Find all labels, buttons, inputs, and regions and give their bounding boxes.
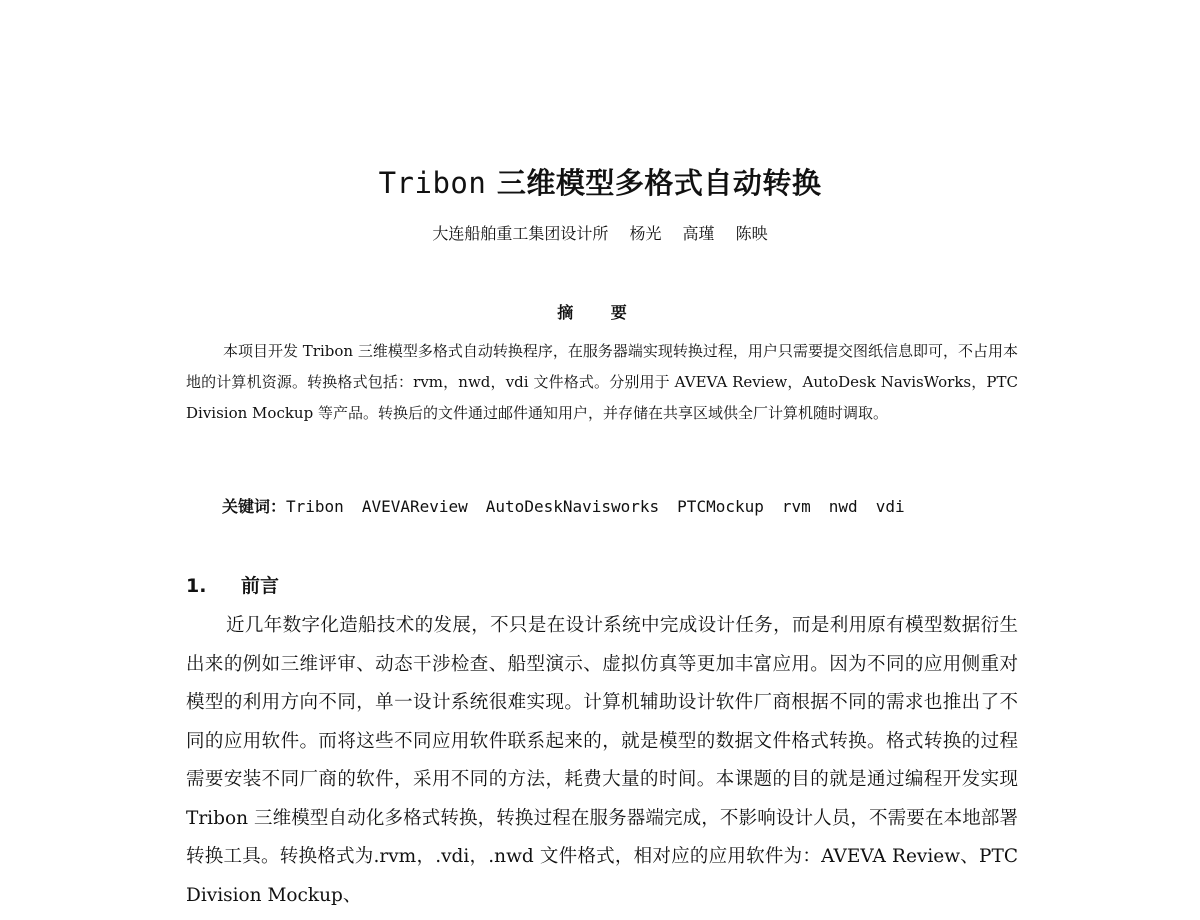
section-heading [186,572,279,600]
title-latin: Tribon [378,166,487,200]
section-number: 1. [186,575,207,597]
title-chinese: 三维模型多格式自动转换 [486,166,822,200]
abstract-text: 本项目开发 Tribon 三维模型多格式自动转换程序，在服务器端实现转换过程，用户只需要提交图纸信息即可，不占用本地的计算机资源。转换格式包括：rvm，nwd，vdi 文件格式。分别用于 AVEVA Review，AutoDesk NavisWorks，PTC Division Mockup 等产品。转换后的文件通过邮件通知用户，并存储在共享区域供全厂计算机随时调取。 [186,342,1018,422]
keyword: Tribon [286,497,344,516]
section-title: 前言 [241,575,280,597]
keyword: rvm [781,497,811,516]
keyword: vdi [875,497,905,516]
author-name: 杨光 [629,224,662,243]
paper-title [0,163,1200,203]
keyword: nwd [828,497,858,516]
section-body-text: 近几年数字化造船技术的发展，不只是在设计系统中完成设计任务，而是利用原有模型数据衍生出来的例如三维评审、动态干涉检查、船型演示、虚拟仿真等更加丰富应用。因为不同的应用侧重对模型的利用方向不同，单一设计系统很难实现。计算机辅助设计软件厂商根据不同的需求也推出了不同的应用软件。而将这些不同应用软件联系起来的，就是模型的数据文件格式转换。格式转换的过程需要安装不同厂商的软件，采用不同的方法，耗费大量的时间。本课题的目的就是通过编程开发实现 Tribon 三维模型自动化多格式转换，转换过程在服务器端完成，不影响设计人员，不需要在本地部署转换工具。转换格式为.rvm，.vdi，.nwd 文件格式，相对应的应用软件为：AVEVA Review、PTC Division Mockup、 [186,615,1018,906]
author-name: 高瑾 [682,224,715,243]
keywords-label: 关键词： [222,497,287,516]
keyword: PTCMockup [677,497,764,516]
affiliation: 大连船舶重工集团设计所 [432,224,609,243]
keyword: AVEVAReview [361,497,468,516]
author-line [0,222,1200,246]
keyword: AutoDeskNavisworks [485,497,660,516]
keywords-line [222,493,1022,521]
author-name: 陈映 [735,224,768,243]
abstract-heading: 摘 要 [557,303,643,322]
